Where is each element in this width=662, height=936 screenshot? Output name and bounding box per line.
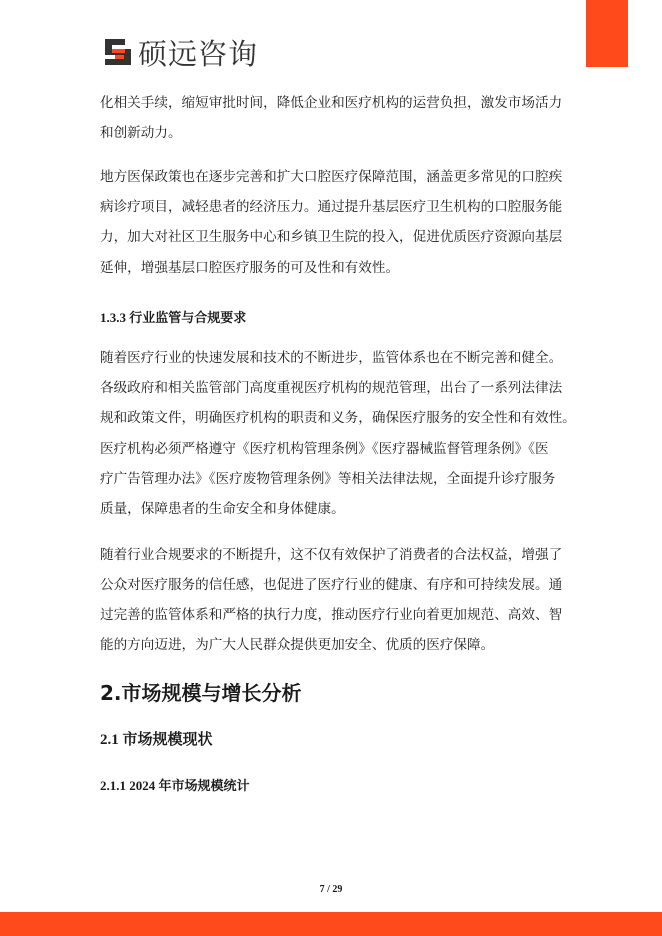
paragraph-line: 延伸，增强基层口腔医疗服务的可及性和有效性。 — [100, 260, 400, 276]
logo-text: 硕远咨询 — [138, 36, 259, 71]
section-heading-2-1: 2.1 市场规模现状 — [100, 732, 213, 748]
page-number: 7 / 29 — [319, 884, 343, 895]
company-logo — [105, 34, 258, 70]
paragraph-line: 疗广告管理办法》《医疗废物管理条例》等相关法律法规，全面提升诊疗服务 — [100, 471, 556, 487]
paragraph-line: 力，加大对社区卫生服务中心和乡镇卫生院的投入，促进优质医疗资源向基层 — [100, 229, 563, 245]
paragraph-line: 地方医保政策也在逐步完善和扩大口腔医疗保障范围，涵盖更多常见的口腔疾 — [100, 169, 563, 185]
section-heading-2-1-1: 2.1.1 2024 年市场规模统计 — [100, 778, 250, 793]
paragraph-line: 和创新动力。 — [100, 125, 182, 141]
paragraph-line: 质量，保障患者的生命安全和身体健康。 — [100, 501, 345, 517]
paragraph-line: 规和政策文件，明确医疗机构的职责和义务，确保医疗服务的安全性和有效性。 — [100, 410, 576, 426]
corner-accent-block — [586, 0, 628, 67]
paragraph-line: 化相关手续，缩短审批时间，降低企业和医疗机构的运营负担，激发市场活力 — [100, 95, 563, 111]
logo-icon — [105, 39, 131, 65]
section-heading-2: 2.市场规模与增长分析 — [100, 681, 302, 705]
paragraph-line: 过完善的监管体系和严格的执行力度，推动医疗行业向着更加规范、高效、智 — [100, 607, 563, 623]
section-heading-1-3-3: 1.3.3 行业监管与合规要求 — [100, 310, 247, 325]
paragraph-line: 医疗机构必须严格遵守《医疗机构管理条例》《医疗器械监督管理条例》《医 — [100, 441, 549, 457]
footer-accent-bar — [0, 912, 662, 936]
paragraph-line: 随着行业合规要求的不断提升，这不仅有效保护了消费者的合法权益，增强了 — [100, 547, 563, 563]
paragraph-line: 能的方向迈进，为广大人民群众提供更加安全、优质的医疗保障。 — [100, 637, 495, 653]
paragraph-line: 各级政府和相关监管部门高度重视医疗机构的规范管理，出台了一系列法律法 — [100, 380, 563, 396]
paragraph-line: 随着医疗行业的快速发展和技术的不断进步，监管体系也在不断完善和健全。 — [100, 350, 563, 366]
paragraph-line: 公众对医疗服务的信任感，也促进了医疗行业的健康、有序和可持续发展。通 — [100, 577, 563, 593]
paragraph-line: 病诊疗项目，减轻患者的经济压力。通过提升基层医疗卫生机构的口腔服务能 — [100, 199, 563, 215]
